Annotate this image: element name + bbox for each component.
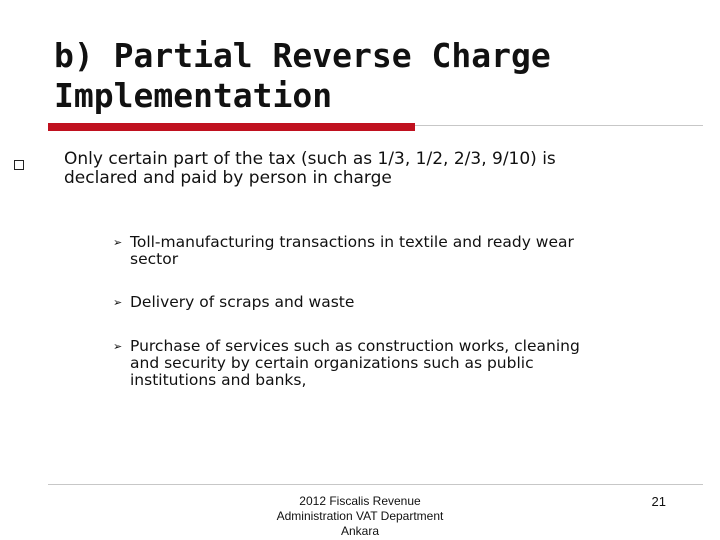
main-bullet-line-1: Only certain part of the tax (such as 1/3, 1/2, 2/3, 9/10) is [64,149,556,169]
arrow-bullet-icon: ➢ [113,340,123,353]
arrow-bullet-icon: ➢ [113,236,123,249]
sub-bullet-item-3 [113,338,673,389]
main-bullet-text [64,150,684,188]
slide-title-line-2: Implementation [54,76,333,115]
sub-bullet-line: Toll-manufacturing transactions in textile and ready wear [130,233,574,251]
sub-bullet-text [130,338,673,389]
sub-bullet-item-1 [113,234,673,268]
footer-text [250,494,470,539]
page-number: 21 [651,494,666,509]
slide-title [54,36,674,116]
sub-bullet-item-2 [113,294,673,311]
sub-bullet-text [130,294,673,311]
sub-bullet-text [130,234,673,268]
footer-line: 2012 Fiscalis Revenue [299,494,421,508]
title-accent-bar [48,123,415,131]
sub-bullet-line: institutions and banks, [130,371,307,389]
sub-bullet-line: and security by certain organizations such as public [130,354,534,372]
square-bullet-icon [14,160,24,170]
main-bullet-line-2: declared and paid by person in charge [64,168,392,188]
sub-bullet-line: Delivery of scraps and waste [130,293,355,311]
sub-bullet-line: Purchase of services such as construction works, cleaning [130,337,580,355]
slide-title-line-1: b) Partial Reverse Charge [54,36,551,75]
sub-bullet-line: sector [130,250,179,268]
arrow-bullet-icon: ➢ [113,296,123,309]
footer-divider-line [48,484,703,485]
footer-line: Administration VAT Department [276,509,444,523]
footer-line: Ankara [340,524,380,538]
